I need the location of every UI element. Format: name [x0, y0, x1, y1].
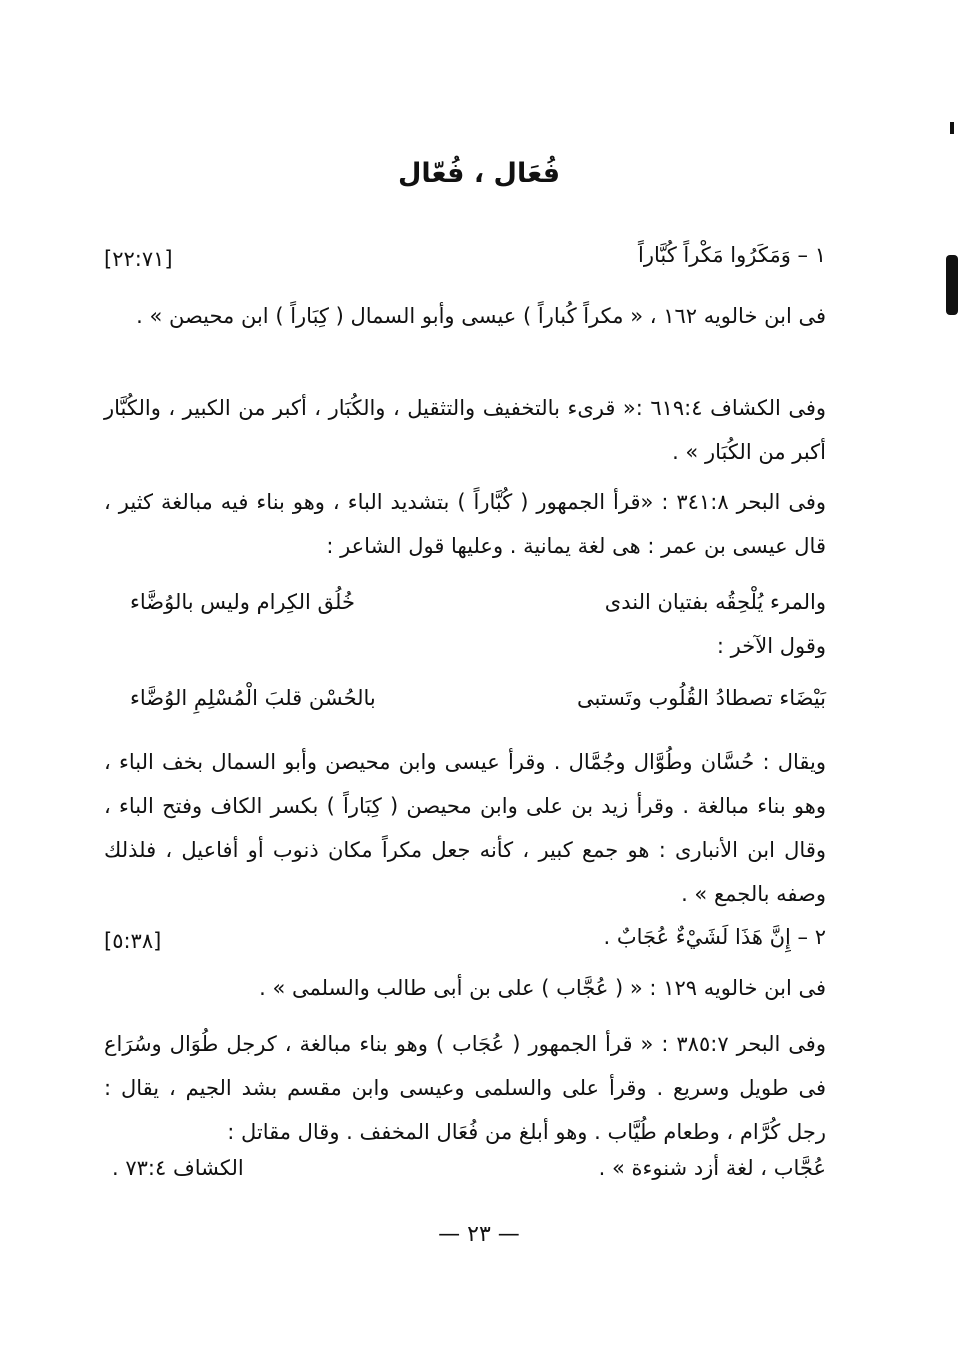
entry-1-bahr: وفى البحر ٣٤١:٨ : «قرأ الجمهور ( كُبَّاراً ) بتشديد الباء ، وهو بناء فيه مبالغة كثير ، قال عيسى بن عمر : هى لغة يمانية . وعليها قول الشاعر :: [104, 490, 826, 558]
entry-1-explanation: ويقال : حُسَّان وطُوَّال وجُمَّال . وقرأ عيسى وابن محيصن وأبو السمال بخف الباء ، وهو بناء مبالغة . وقرأ زيد بن على وابن محيصن ( كِبَاراً ) بكسر الكاف وفتح الباء ، وقال ابن الأنبارى : هو جمع كبير ، كأنه جعل مكراً مكان ذنوب أو أفاعيل ، فلذلك وصفه بالجمع » .: [104, 750, 826, 906]
verse-2: ٢ – إِنَّ هَذَا لَشَيْءٌ عُجَابٌ .: [603, 925, 826, 949]
entry-2-bahr: وفى البحر ٣٨٥:٧ : « قرأ الجمهور ( عُجَاب ) وهو بناء مبالغة ، كرجل طُوَال وسُرَاع فى طويل وسريع . وقرأ على والسلمى وعيسى وابن مقسم بشد الجيم ، يقال : رجل كُرَّام ، وطعام طُيَّاب . وهو أبلغ من فُعَال المخفف . وقال مقاتل :: [104, 1032, 826, 1144]
poem-1-second-hemistich: خُلُق الكِرام وليس بالوُضَّاء: [130, 590, 355, 614]
entry-2-bahr-last-line: عُجَّاب ، لغة أزد شنوءة » .: [598, 1156, 826, 1180]
verse-1: ١ – وَمَكَرُوا مَكْراً كُبَّاراً: [637, 243, 826, 267]
scan-edge-mark: [946, 255, 958, 315]
entry-2-ibn-khalawayh: فى ابن خالويه ١٢٩ : « ( عُجَّاب ) على بن أبى طالب والسلمى » .: [259, 976, 826, 1000]
poem-2-first-hemistich: بَيْضَاء تصطادُ القُلُوب وتَستبى: [576, 686, 826, 710]
entry-1-ibn-khalawayh: فى ابن خالويه ١٦٢ ، « مكراً كُباراً ) عيسى وأبو السمال ( كِبَاراً ) ابن محيصن » .: [136, 304, 826, 328]
page-number: — ٢٣ —: [438, 1222, 520, 1247]
scan-edge-dot: [950, 122, 954, 134]
page-title: فُعَال ، فُعّال: [397, 158, 561, 189]
kashshaf-citation: الكشاف ٧٣:٤ .: [112, 1156, 244, 1180]
entry-1-kashshaf: وفى الكشاف ٦١٩:٤ :« قرىء بالتخفيف والتثقيل ، والكُبَار ، أكبر من الكبير ، والكُبَّار أكبر من الكُبَار » .: [104, 396, 826, 464]
verse-1-reference: [٢٢:٧١]: [104, 247, 173, 271]
poem-intro: وقول الآخر :: [716, 634, 826, 658]
verse-2-reference: [٥:٣٨]: [104, 929, 162, 953]
poem-1-first-hemistich: والمرء يُلْحِقُه بفتيان الندى: [604, 590, 826, 614]
poem-2-second-hemistich: بالحُسْن قلبَ الْمُسْلِمِ الوُضَّاء: [130, 686, 376, 710]
